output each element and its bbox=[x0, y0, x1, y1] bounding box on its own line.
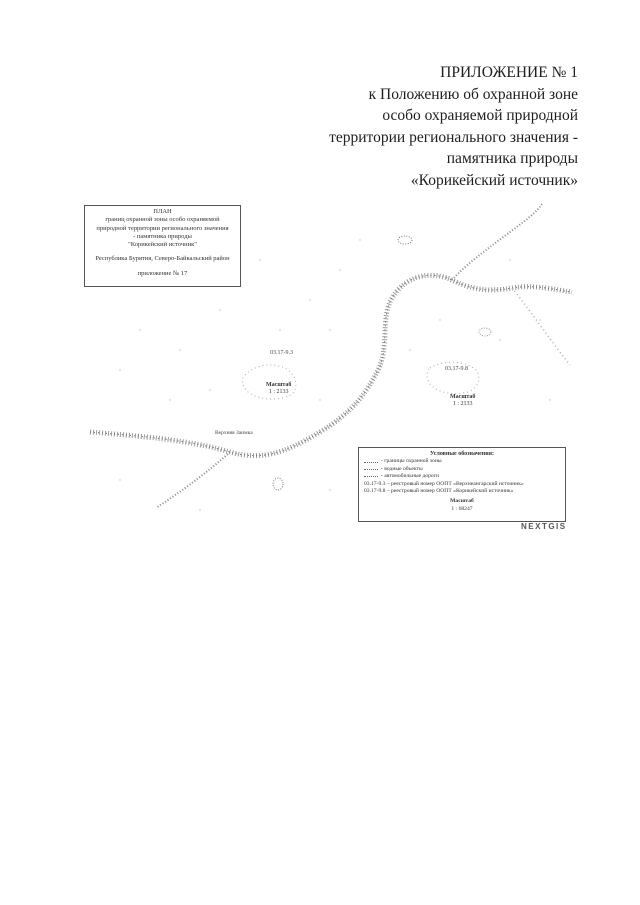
plan-line: природной территории регионального значения bbox=[96, 224, 229, 232]
plan-appendix: приложение № 17 bbox=[137, 269, 188, 277]
plan-title-box bbox=[84, 205, 241, 287]
legend-scale bbox=[364, 498, 560, 513]
road-swatch-icon bbox=[364, 476, 378, 477]
legend-box bbox=[358, 447, 566, 522]
river-tributary-north bbox=[452, 204, 542, 280]
plan-line: "Корикейский источник" bbox=[128, 241, 197, 249]
legend-item: - водные объекты bbox=[364, 466, 560, 473]
scale-label-1 bbox=[266, 382, 291, 396]
river-main bbox=[90, 275, 572, 455]
brand-logo: NEXTGIS bbox=[521, 522, 567, 531]
scale-value: 1 : 2133 bbox=[452, 401, 473, 407]
site-code-label: 03.17-9.8 bbox=[445, 366, 468, 372]
legend-scale-value: 1 : 68247 bbox=[451, 505, 473, 512]
heading-line: территории регионального значения - bbox=[329, 128, 578, 146]
legend-scale-title: Масштаб bbox=[450, 498, 474, 505]
scale-title: Масштаб bbox=[266, 382, 292, 388]
river-main-edge bbox=[90, 275, 572, 455]
scale-value: 1 : 2133 bbox=[268, 389, 289, 395]
river-tributary-south bbox=[156, 452, 230, 508]
legend-code: 03.17-9.8 – реестровый номер ООПТ «Корикейский источник» bbox=[364, 488, 514, 495]
heading-line: памятника природы bbox=[446, 150, 578, 167]
boundary-swatch-icon bbox=[364, 462, 378, 463]
legend-item: - границы охранной зоны bbox=[364, 458, 560, 465]
river-branch-east bbox=[512, 288, 570, 365]
legend-item: - автомобильные дороги bbox=[364, 473, 560, 480]
heading-line: особо охраняемой природной bbox=[382, 107, 578, 124]
heading-line: ПРИЛОЖЕНИЕ № 1 bbox=[440, 64, 578, 81]
river-name-label: Верхняя Заимка bbox=[215, 430, 253, 436]
plan-line: - памятника природы bbox=[133, 232, 192, 240]
plan-line: границ охранной зоны особо охраняемой bbox=[105, 216, 220, 224]
water-swatch-icon bbox=[364, 469, 378, 470]
legend-code: 03.17-9.3 – реестровый номер ООПТ «Верхнеангарский источник» bbox=[364, 480, 524, 487]
lake bbox=[398, 236, 412, 244]
legend-title: Условные обозначения: bbox=[430, 451, 494, 457]
plan-line: ПЛАН bbox=[153, 208, 172, 215]
appendix-heading bbox=[329, 62, 578, 191]
scale-title: Масштаб bbox=[450, 394, 476, 400]
lake bbox=[479, 328, 491, 336]
site-code-label: 03.17-9.3 bbox=[270, 350, 293, 356]
plan-region: Республика Бурятия, Северо-Байкальский район bbox=[95, 255, 230, 263]
heading-line: «Корикейский источник» bbox=[410, 171, 578, 189]
lake bbox=[273, 478, 283, 490]
scale-label-2 bbox=[450, 394, 475, 408]
heading-line: к Положению об охранной зоне bbox=[368, 85, 578, 103]
